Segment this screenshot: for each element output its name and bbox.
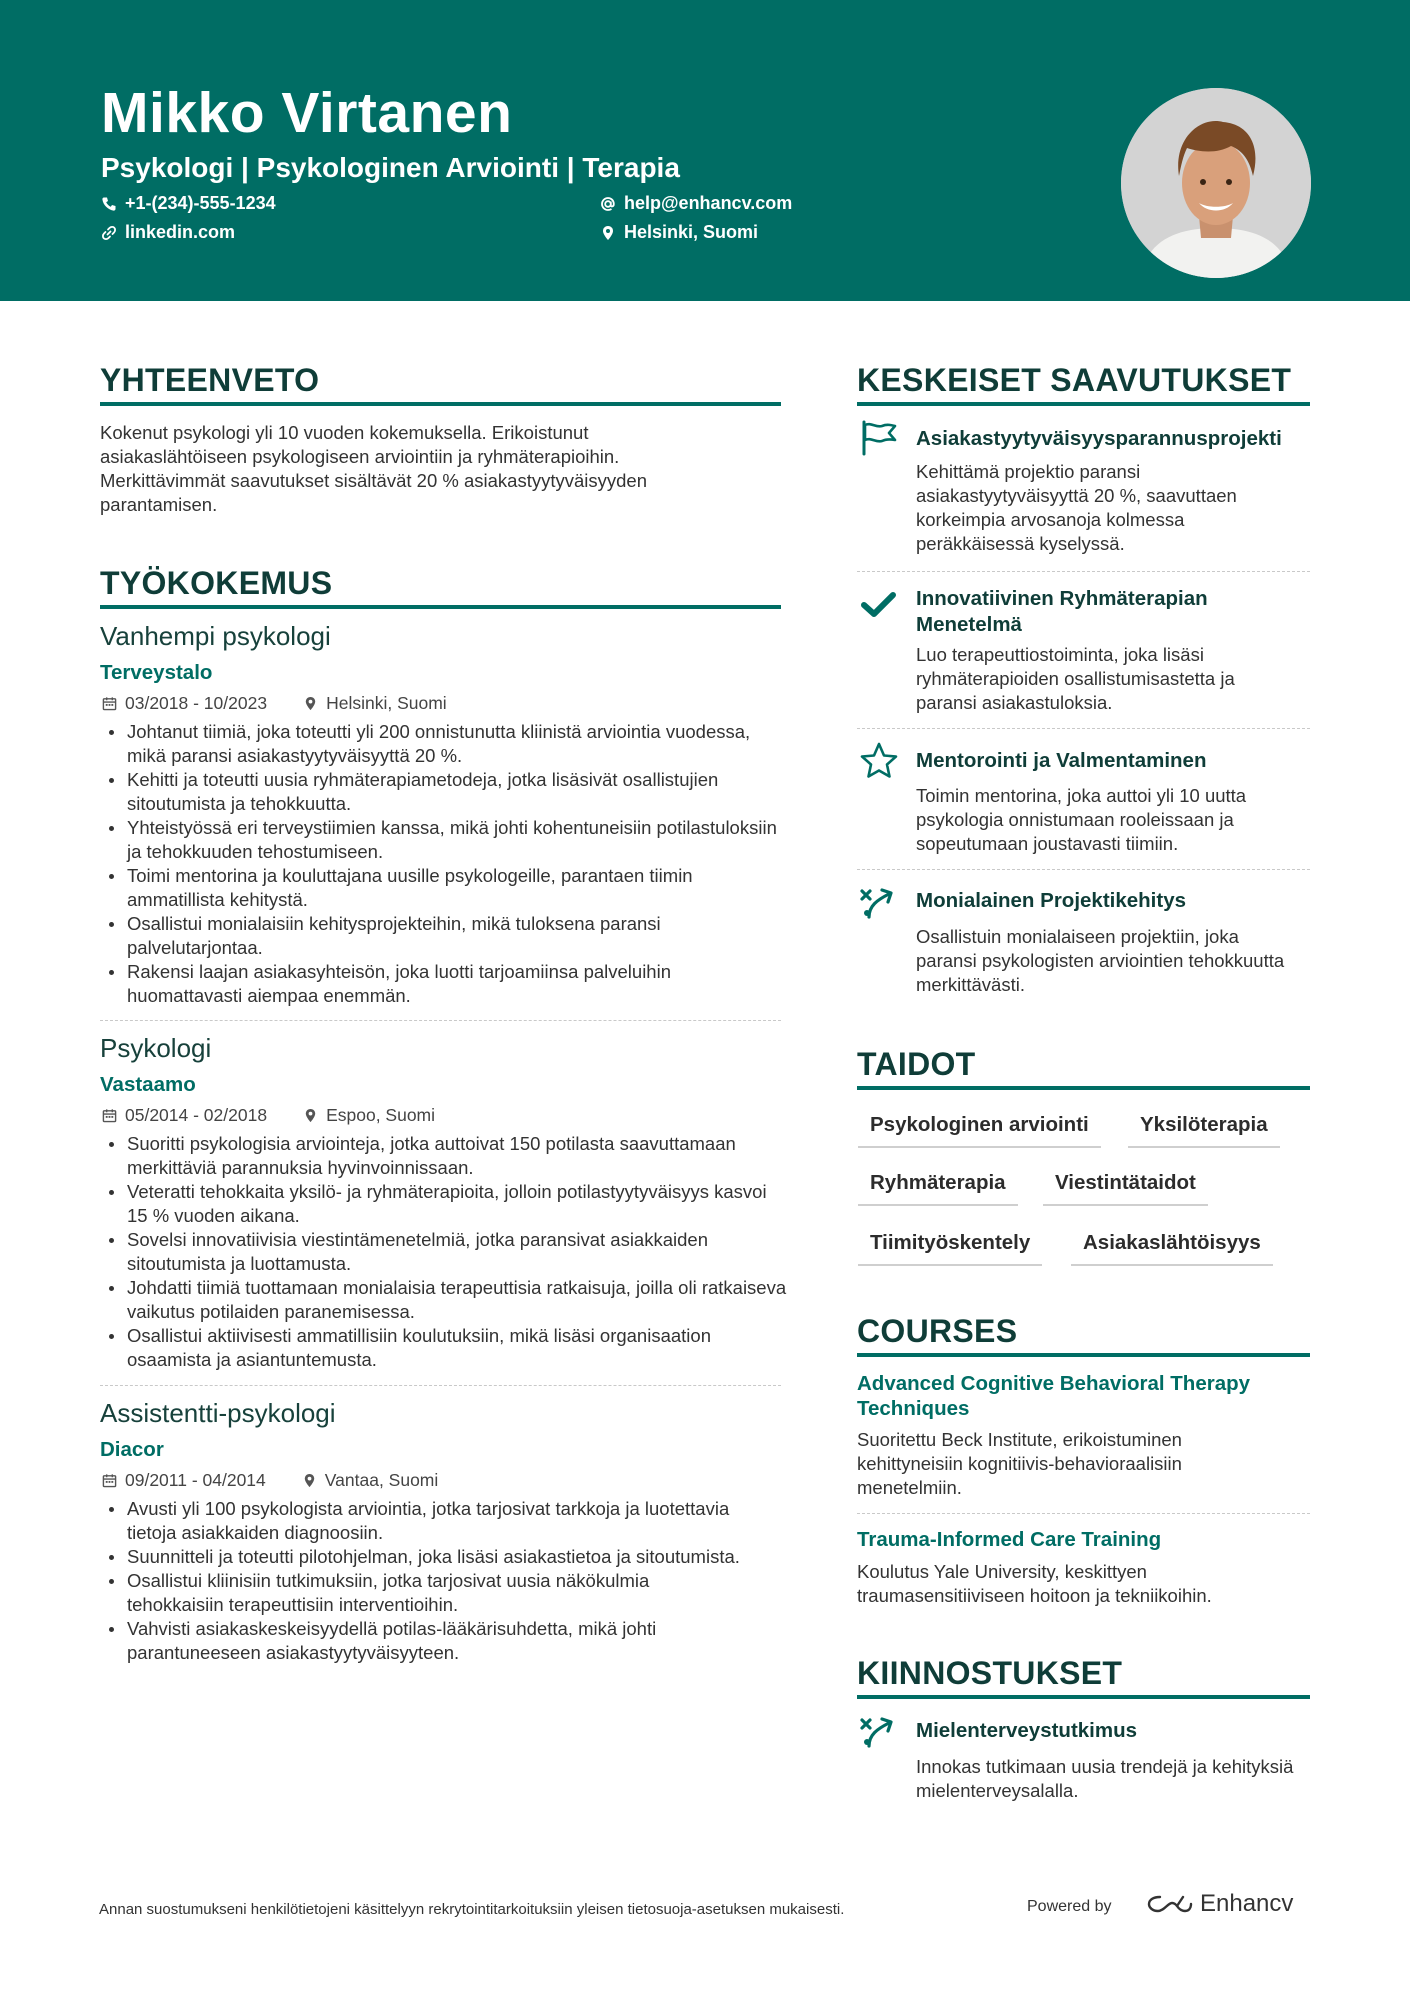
job-bullet: Osallistui aktiivisesti ammatillisiin koulutuksiin, mikä lisäsi organisaation osaamista ja asiantuntemusta. <box>100 1324 790 1372</box>
course-desc: Suoritettu Beck Institute, erikoistuminen kehittyneisiin kognitiivis-behavioraalisiin menetelmiin. <box>857 1429 1182 1498</box>
summary-text: Kokenut psykologi yli 10 vuoden kokemuksella. Erikoistunut asiakaslähtöiseen psykologiseen arviointiin ja ryhmäterapioihin. Merkittävimmät saavutukset sisältävät 20 % asiakastyytyväisyyden parantamisen. <box>100 422 647 515</box>
summary-heading: YHTEENVETO <box>100 362 320 398</box>
headline: Psykologi | Psykologinen Arviointi | Terapia <box>101 152 680 183</box>
summary-rule <box>100 402 781 406</box>
skill-tag: Yksilöterapia <box>1128 1113 1280 1148</box>
job-bullet: Johtanut tiimiä, joka toteutti yli 200 onnistunutta kliinistä arviointia vuodessa, mikä paransi asiakastyytyväisyyttä 20 %. <box>100 720 780 768</box>
job-bullets <box>100 1132 790 1372</box>
achievement-desc: Luo terapeuttiostoiminta, joka lisäsi ryhmäterapioiden osallistumisastetta ja paransi asiakastuloksia. <box>916 644 1235 713</box>
calendar-icon <box>102 1108 117 1123</box>
profile-photo <box>1121 88 1311 278</box>
courses-heading: COURSES <box>857 1313 1018 1349</box>
job-bullet: Veteratti tehokkaita yksilö- ja ryhmäterapioita, jolloin potilastyytyväisyys kasvoi 15 % vuoden aikana. <box>100 1180 790 1228</box>
job-bullet: Kehitti ja toteutti uusia ryhmäterapiametodeja, jotka lisäsivät osallistujien sitoutumista ja tehokkuutta. <box>100 768 780 816</box>
experience-heading: TYÖKOKEMUS <box>100 565 333 601</box>
brand-name: Enhancv <box>1200 1890 1294 1917</box>
achievement-desc: Kehittämä projektio paransi asiakastyytyväisyyttä 20 %, saavuttaen korkeimpia arvosanoja kolmessa peräkkäisessä kyselyssä. <box>916 461 1237 554</box>
job-dates: 03/2018 - 10/2023 <box>125 693 268 713</box>
enhancv-mark-icon <box>1146 1892 1194 1916</box>
achievement-title: Asiakastyytyväisyysparannusprojekti <box>916 427 1282 450</box>
job-company: Terveystalo <box>100 661 213 684</box>
job-company: Vastaamo <box>100 1073 196 1096</box>
checkmark-icon <box>859 585 899 625</box>
divider <box>857 869 1310 870</box>
link-icon <box>101 225 117 241</box>
achievement-title: Monialainen Projektikehitys <box>916 889 1186 912</box>
achievement-title: Mentorointi ja Valmentaminen <box>916 749 1207 772</box>
location-text: Helsinki, Suomi <box>624 222 759 242</box>
divider <box>100 1020 781 1021</box>
achievement-desc: Osallistuin monialaiseen projektiin, joka paransi psykologisten arviointien tehokkuutta merkittävästi. <box>916 926 1285 995</box>
header-banner <box>0 0 1410 301</box>
job-location: Espoo, Suomi <box>326 1105 436 1125</box>
job-meta <box>102 1105 435 1126</box>
job-dates: 09/2011 - 04/2014 <box>125 1470 266 1490</box>
experience-rule <box>100 605 781 609</box>
course-title: Trauma-Informed Care Training <box>857 1528 1162 1551</box>
job-meta <box>102 693 447 714</box>
job-bullet: Rakensi laajan asiakasyhteisön, joka luotti tarjoamiinsa palveluihin huomattavasti aiempaa enemmän. <box>100 960 780 1008</box>
location-pin-icon <box>302 1473 317 1488</box>
job-role: Psykologi <box>100 1033 212 1063</box>
calendar-icon <box>102 696 117 711</box>
location-pin-icon <box>600 225 616 241</box>
enhancv-logo[interactable] <box>1146 1890 1293 1918</box>
job-role: Assistentti-psykologi <box>100 1398 336 1428</box>
at-icon <box>600 196 616 212</box>
job-meta <box>102 1470 438 1491</box>
interests-heading: KIINNOSTUKSET <box>857 1655 1123 1691</box>
location-pin-icon <box>303 696 318 711</box>
phone-icon <box>101 196 117 212</box>
job-bullet: Osallistui kliinisiin tutkimuksiin, jotka tarjosivat uusia näkökulmia tehokkaisiin terapeuttisiin interventioihin. <box>100 1569 750 1617</box>
location-pin-icon <box>303 1108 318 1123</box>
job-bullet: Suunnitteli ja toteutti pilotohjelman, joka lisäsi asiakastietoa ja sitoutumista. <box>100 1545 750 1569</box>
job-bullets <box>100 1497 750 1665</box>
skills-rule <box>857 1086 1310 1090</box>
achievement-desc: Toimin mentorina, joka auttoi yli 10 uutta psykologia onnistumaan rooleissaan ja sopeutumaan joustavasti tiimiin. <box>916 785 1247 854</box>
job-bullet: Osallistui monialaisiin kehitysprojekteihin, mikä tuloksena paransi palvelutarjontaa. <box>100 912 780 960</box>
candidate-name: Mikko Virtanen <box>101 81 513 145</box>
skill-tag: Ryhmäterapia <box>858 1171 1018 1206</box>
courses-rule <box>857 1353 1310 1357</box>
course-desc: Koulutus Yale University, keskittyen traumasensitiiviseen hoitoon ja tekniikoihin. <box>857 1561 1212 1606</box>
job-bullet: Vahvisti asiakaskeskeisyydellä potilas-lääkärisuhdetta, mikä johti parantuneeseen asiakastyytyväisyyteen. <box>100 1617 750 1665</box>
job-bullet: Suoritti psykologisia arviointeja, jotka auttoivat 150 potilasta saavuttamaan merkittäviä parannuksia hyvinvoinnissaan. <box>100 1132 790 1180</box>
contact-location <box>600 222 758 243</box>
divider <box>857 1513 1310 1514</box>
flag-icon <box>859 418 899 458</box>
skill-tag: Tiimityöskentely <box>858 1231 1042 1266</box>
divider <box>857 571 1310 572</box>
job-location: Vantaa, Suomi <box>324 1470 439 1490</box>
course-title: Advanced Cognitive Behavioral Therapy Techniques <box>857 1372 1251 1420</box>
job-bullet: Sovelsi innovatiivisia viestintämenetelmiä, jotka paransivat asiakkaiden sitoutumista ja luottamusta. <box>100 1228 790 1276</box>
email-text: help@enhancv.com <box>624 193 793 213</box>
skill-tag: Viestintätaidot <box>1043 1171 1208 1206</box>
linkedin-text: linkedin.com <box>125 222 236 242</box>
contact-phone[interactable] <box>101 193 276 214</box>
person-avatar-icon <box>1121 88 1311 278</box>
job-dates: 05/2014 - 02/2018 <box>125 1105 268 1125</box>
achievement-title: Innovatiivinen Ryhmäterapian Menetelmä <box>916 587 1208 636</box>
powered-by-label: Powered by <box>1027 1898 1112 1915</box>
job-bullets <box>100 720 780 1008</box>
job-role: Vanhempi psykologi <box>100 621 331 651</box>
star-icon <box>859 741 899 781</box>
contact-email[interactable] <box>600 193 792 214</box>
skill-tag: Psykologinen arviointi <box>858 1113 1101 1148</box>
job-company: Diacor <box>100 1438 164 1461</box>
interests-rule <box>857 1695 1310 1699</box>
contact-linkedin[interactable] <box>101 222 235 243</box>
interest-desc: Innokas tutkimaan uusia trendejä ja kehityksiä mielenterveysalalla. <box>916 1756 1294 1801</box>
phone-text: +1-(234)-555-1234 <box>125 193 276 213</box>
strategy-icon <box>859 882 899 922</box>
interest-title: Mielenterveystutkimus <box>916 1719 1138 1742</box>
consent-note: Annan suostumukseni henkilötietojeni käsittelyyn rekrytointitarkoituksiin yleisen tietosuoja-asetuksen mukaisesti. <box>99 1901 845 1918</box>
skills-heading: TAIDOT <box>857 1046 976 1082</box>
divider <box>100 1385 781 1386</box>
job-bullet: Toimi mentorina ja kouluttajana uusille psykologeille, parantaen tiimin ammatillista kehitystä. <box>100 864 780 912</box>
strategy-icon <box>859 1711 899 1751</box>
achievements-heading: KESKEISET SAAVUTUKSET <box>857 362 1292 398</box>
calendar-icon <box>102 1473 117 1488</box>
job-bullet: Yhteistyössä eri terveystiimien kanssa, mikä johti kohentuneisiin potilastuloksiin ja tehokkuuden tehostumiseen. <box>100 816 780 864</box>
achievements-rule <box>857 402 1310 406</box>
job-location: Helsinki, Suomi <box>326 693 447 713</box>
job-bullet: Johdatti tiimiä tuottamaan monialaisia terapeuttisia ratkaisuja, joilla oli ratkaiseva vaikutus potilaiden paranemisessa. <box>100 1276 790 1324</box>
job-bullet: Avusti yli 100 psykologista arviointia, jotka tarjosivat tarkkoja ja luotettavia tietoja asiakkaiden diagnoosiin. <box>100 1497 750 1545</box>
divider <box>857 728 1310 729</box>
skill-tag: Asiakaslähtöisyys <box>1071 1231 1273 1266</box>
